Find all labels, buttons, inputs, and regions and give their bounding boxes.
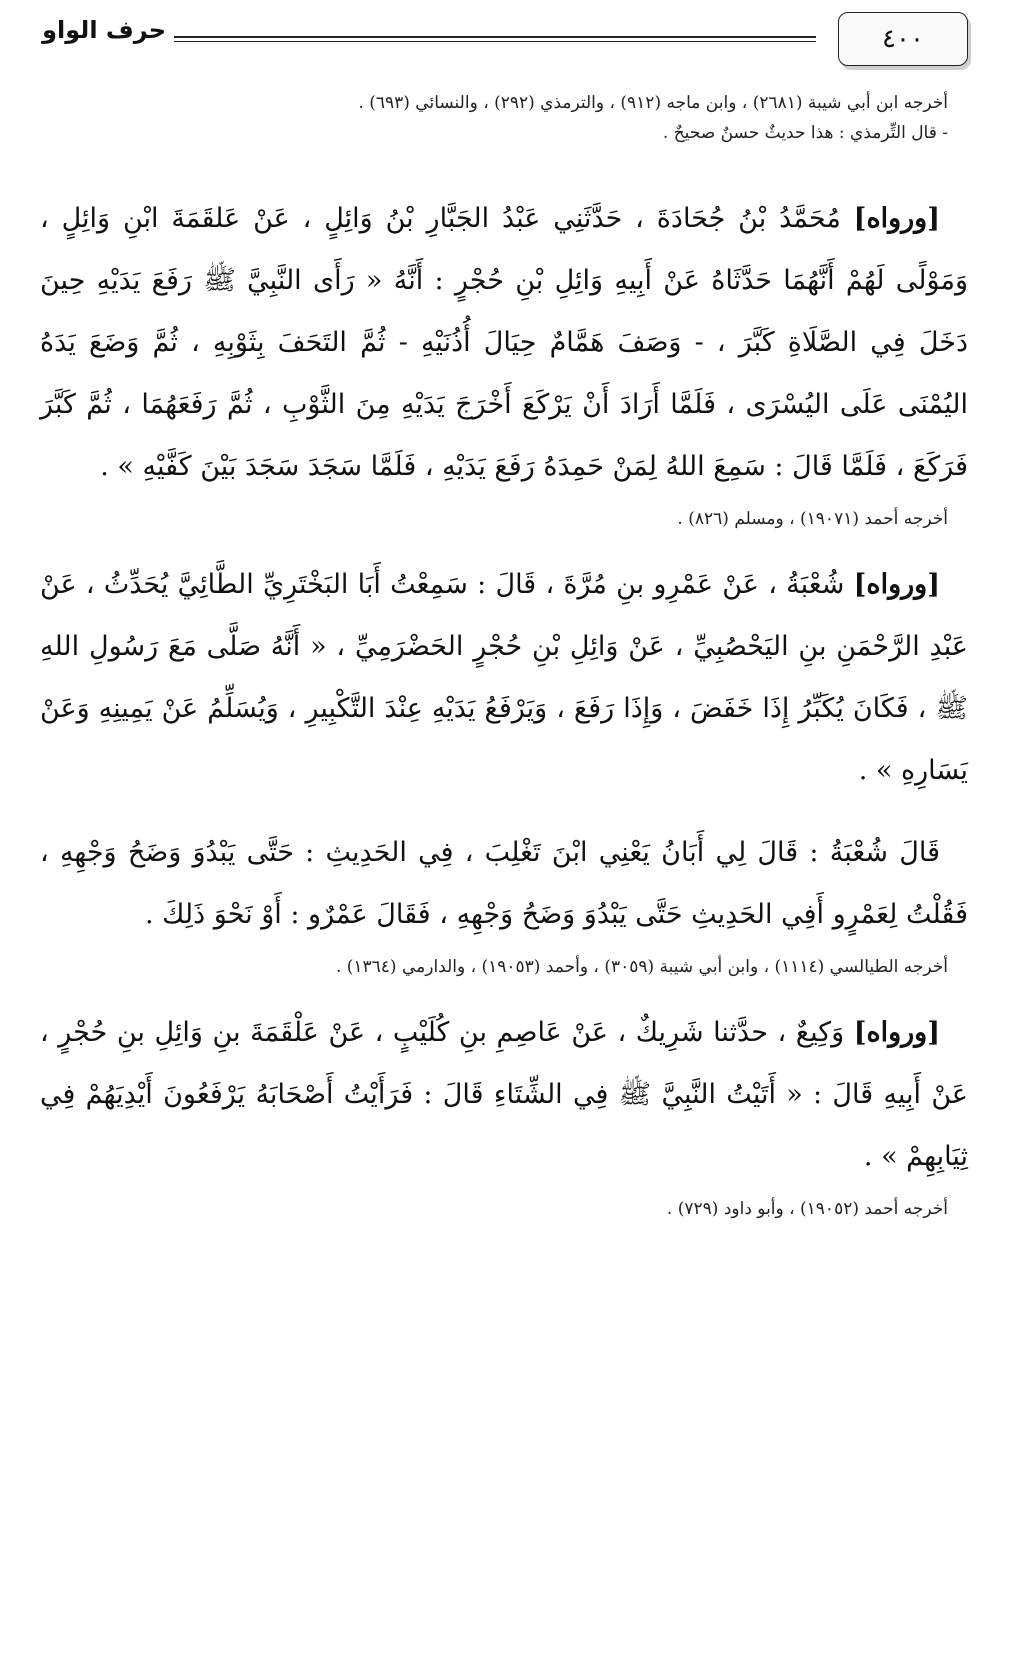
header-rule-thin (174, 41, 816, 42)
hadith-text: شُعْبَةُ ، عَنْ عَمْرِو بنِ مُرَّةَ ، قَالَ : سَمِعْتُ أَبَا البَخْتَرِيِّ الطَّائِيَّ يُحَدِّثُ ، عَنْ عَبْدِ الرَّحْمَنِ بنِ اليَحْصُبِيِّ ، عَنْ وَائِلِ بْنِ حُجْرٍ الحَضْرَمِيِّ ، « أَنَّهُ صَلَّى مَعَ رَسُولِ اللهِ ﷺ ، فَكَانَ يُكَبِّرُ إِذَا خَفَضَ ، وَإِذَا رَفَعَ ، وَيَرْفَعُ يَدَيْهِ عِنْدَ التَّكْبِيرِ ، وَيُسَلِّمُ عَنْ يَمِينِهِ وَعَنْ يَسَارِهِ » . (40, 569, 968, 786)
hadith-text: مُحَمَّدُ بْنُ جُحَادَةَ ، حَدَّثَنِي عَبْدُ الجَبَّارِ بْنُ وَائِلٍ ، عَنْ عَلقَمَةَ ابْنِ وَائِلٍ ، وَمَوْلًى لَهُمْ أَنَّهُمَا حَدَّثَاهُ عَنْ أَبِيهِ وَائِلِ بْنِ حُجْرٍ : أَنَّهُ « رَأَى النَّبِيَّ ﷺ رَفَعَ يَدَيْهِ حِينَ دَخَلَ فِي الصَّلَاةِ كَبَّرَ ، - وَصَفَ هَمَّامٌ حِيَالَ أُذُنَيْهِ - ثُمَّ التَحَفَ بِثَوْبِهِ ، ثُمَّ وَضَعَ يَدَهُ اليُمْنَى عَلَى اليُسْرَى ، فَلَمَّا أَرَادَ أَنْ يَرْكَعَ أَخْرَجَ يَدَيْهِ مِنَ الثَّوْبِ ، ثُمَّ رَفَعَهُمَا ، ثُمَّ كَبَّرَ فَرَكَعَ ، فَلَمَّا قَالَ : سَمِعَ اللهُ لِمَنْ حَمِدَهُ رَفَعَ يَدَيْهِ ، فَلَمَّا سَجَدَ سَجَدَ بَيْنَ كَفَّيْهِ » . (40, 203, 968, 482)
narration-marker: [ورواه] (853, 1017, 941, 1048)
header-rule (174, 36, 816, 38)
page-number-box (838, 12, 968, 66)
hadith-paragraph (40, 188, 968, 498)
page-number: ٤٠٠ (882, 24, 924, 54)
hadith-paragraph (40, 822, 968, 946)
chapter-title: حرف الواو (42, 16, 166, 44)
hadith-paragraph (40, 554, 968, 802)
tirmidhi-note: - قال التِّرمذي : هذا حديثٌ حسنٌ صحيحٌ . (662, 123, 948, 143)
narration-marker: [ورواه] (853, 569, 940, 600)
hadith-paragraph (40, 1002, 968, 1188)
page-content (40, 88, 968, 1224)
page-header (36, 12, 968, 68)
narration-marker: [ورواه] (853, 203, 940, 234)
citation-note: أخرجه أحمد (١٩٠٧١) ، ومسلم (٨٢٦) . (677, 509, 948, 529)
hadith-text: قَالَ شُعْبَةُ : قَالَ لِي أَبَانُ يَعْنِي ابْنَ تَغْلِبَ ، فِي الحَدِيثِ : حَتَّى يَبْدُوَ وَضَحُ وَجْهِهِ ، فَقُلْتُ لِعَمْرٍو أَفِي الحَدِيثِ حَتَّى يَبْدُوَ وَضَحُ وَجْهِهِ ، فَقَالَ عَمْرٌو : أَوْ نَحْوَ ذَلِكَ . (40, 837, 968, 930)
citation-note: أخرجه الطيالسي (١١١٤) ، وابن أبي شيبة (٣٠٥٩) ، وأحمد (١٩٠٥٣) ، والدارمي (١٣٦٤) . (335, 957, 948, 977)
citation-note: أخرجه أحمد (١٩٠٥٢) ، وأبو داود (٧٢٩) . (666, 1199, 948, 1219)
citation-note: أخرجه ابن أبي شيبة (٢٦٨١) ، وابن ماجه (٩١٢) ، والترمذي (٢٩٢) ، والنسائي (٦٩٣) . (358, 93, 948, 113)
hadith-text: وَكِيعٌ ، حدَّثنا شَرِيكٌ ، عَنْ عَاصِمِ بنِ كُلَيْبٍ ، عَنْ عَلْقَمَةَ بنِ وَائِلِ بنِ حُجْرٍ ، عَنْ أَبِيهِ قَالَ : « أَتَيْتُ النَّبِيَّ ﷺ فِي الشِّتَاءِ قَالَ : فَرَأَيْتُ أَصْحَابَهُ يَرْفَعُونَ أَيْدِيَهُمْ فِي ثِيَابِهِمْ » . (40, 1017, 968, 1172)
